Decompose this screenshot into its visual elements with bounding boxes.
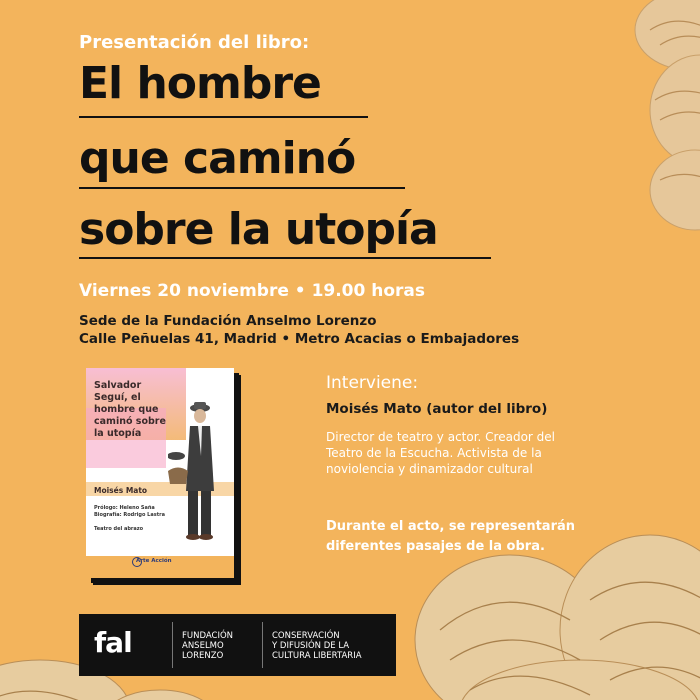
- speaker-name: Moisés Mato (autor del libro): [326, 401, 548, 417]
- title-line-2: que caminó: [79, 133, 356, 184]
- book-title: Salvador Seguí, el hombre que caminó sobre la utopía: [94, 380, 166, 439]
- flower-decoration-top-right: [600, 0, 700, 240]
- speaker-bio-line-1: Director de teatro y actor. Creador del: [326, 430, 556, 444]
- footer-logo-block: [79, 614, 396, 676]
- fal-logo: fal: [94, 626, 132, 659]
- venue-line-1: Sede de la Fundación Anselmo Lorenzo: [79, 313, 377, 329]
- title-underline-2: [79, 187, 405, 189]
- venue-line-2: Calle Peñuelas 41, Madrid • Metro Acacias o Embajadores: [79, 331, 520, 347]
- title-line-1: El hombre: [79, 58, 321, 109]
- book-publisher: Arte Acción: [136, 558, 172, 564]
- note-line-1: Durante el acto, se representarán: [326, 519, 576, 534]
- title-underline-3: [79, 257, 491, 259]
- footer-divider-2: [262, 622, 263, 668]
- title-underline-1: [79, 116, 368, 118]
- event-datetime: Viernes 20 noviembre • 19.00 horas: [79, 281, 426, 301]
- footer-org-name: FUNDACIÓN ANSELMO LORENZO: [182, 631, 234, 661]
- book-series: Teatro del abrazo: [94, 526, 144, 532]
- book-cover: [86, 368, 234, 578]
- kicker-text: Presentación del libro:: [79, 32, 310, 53]
- book-author: Moisés Mato: [94, 486, 148, 495]
- man-illustration: [168, 396, 228, 546]
- speaker-bio-line-2: Teatro de la Escucha. Activista de la: [326, 446, 542, 460]
- note-line-2: diferentes pasajes de la obra.: [326, 539, 545, 554]
- title-line-3: sobre la utopía: [79, 204, 438, 255]
- speaker-bio-line-3: noviolencia y dinamizador cultural: [326, 462, 533, 476]
- interviene-label: Interviene:: [326, 373, 419, 393]
- footer-divider-1: [172, 622, 173, 668]
- footer-mission: CONSERVACIÓN Y DIFUSIÓN DE LA CULTURA LIBERTARIA: [272, 631, 362, 661]
- book-credits: Prólogo: Heleno Saña Biografía: Rodrigo Lastra: [94, 505, 165, 518]
